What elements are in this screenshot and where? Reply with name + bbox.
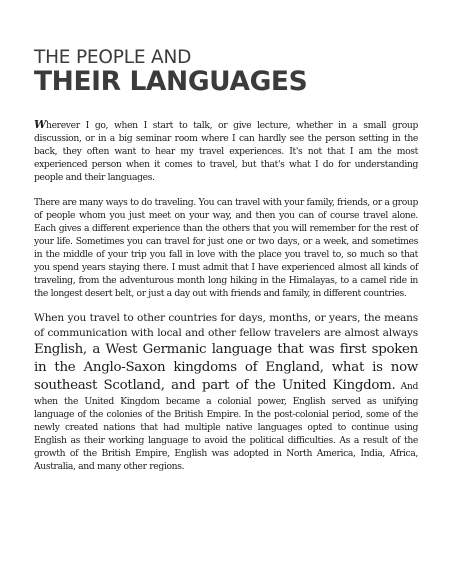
paragraph-3 xyxy=(34,311,418,473)
title-line-1: THE PEOPLE AND xyxy=(34,47,192,68)
paragraph-1 xyxy=(34,118,418,184)
article xyxy=(34,48,418,473)
paragraph-3-small-text: And when the United Kingdom became a colonial power, English served as unifying language of the colonies of the British Empire. In the post-colonial period, some of the newly created nations that had multiple native languages opted to continue using English as their working language to avoid the political difficulties. As a result of the growth of the British Empire, English was adopted in North America, India, Africa, Australia, and many other regions. xyxy=(34,381,418,472)
paragraph-3-medium-text: When you travel to other countries for days, months, or years, the means of communication with local and other fellow travelers are almost always xyxy=(34,312,418,339)
paragraph-1-text: herever I go, when I start to talk, or give lecture, whether in a small group discussion, or in a big seminar room where I can hardly see the person setting in the back, they often want to hear my travel experiences. It's not that I am the most experienced person when it comes to travel, but that's what I do for understanding people and their languages. xyxy=(34,120,418,183)
paragraph-3-large-text: English, a West Germanic language that was first spoken in the Anglo-Saxon kingdoms of England, what is now southeast Scotland, and part of the United Kingdom. xyxy=(34,342,418,393)
title-line-2: THEIR LANGUAGES xyxy=(34,66,308,97)
paragraph-2: There are many ways to do traveling. You can travel with your family, friends, or a group of people whom you just meet on your way, and then you can of course travel alone. Each gives a different experience than the others that you will remember for the rest of your life. Sometimes you can travel for just one or two days, or a week, and sometimes in the middle of your trip you fall in love with the place you travel to, so much so that you spend years staying there. I must admit that I have experienced almost all kinds of traveling, from the adventurous month long hiking in the Himalayas, to a camel ride in the longest desert belt, or just a day out with friends and family, in different countries. xyxy=(34,197,418,299)
drop-cap: W xyxy=(34,118,47,131)
